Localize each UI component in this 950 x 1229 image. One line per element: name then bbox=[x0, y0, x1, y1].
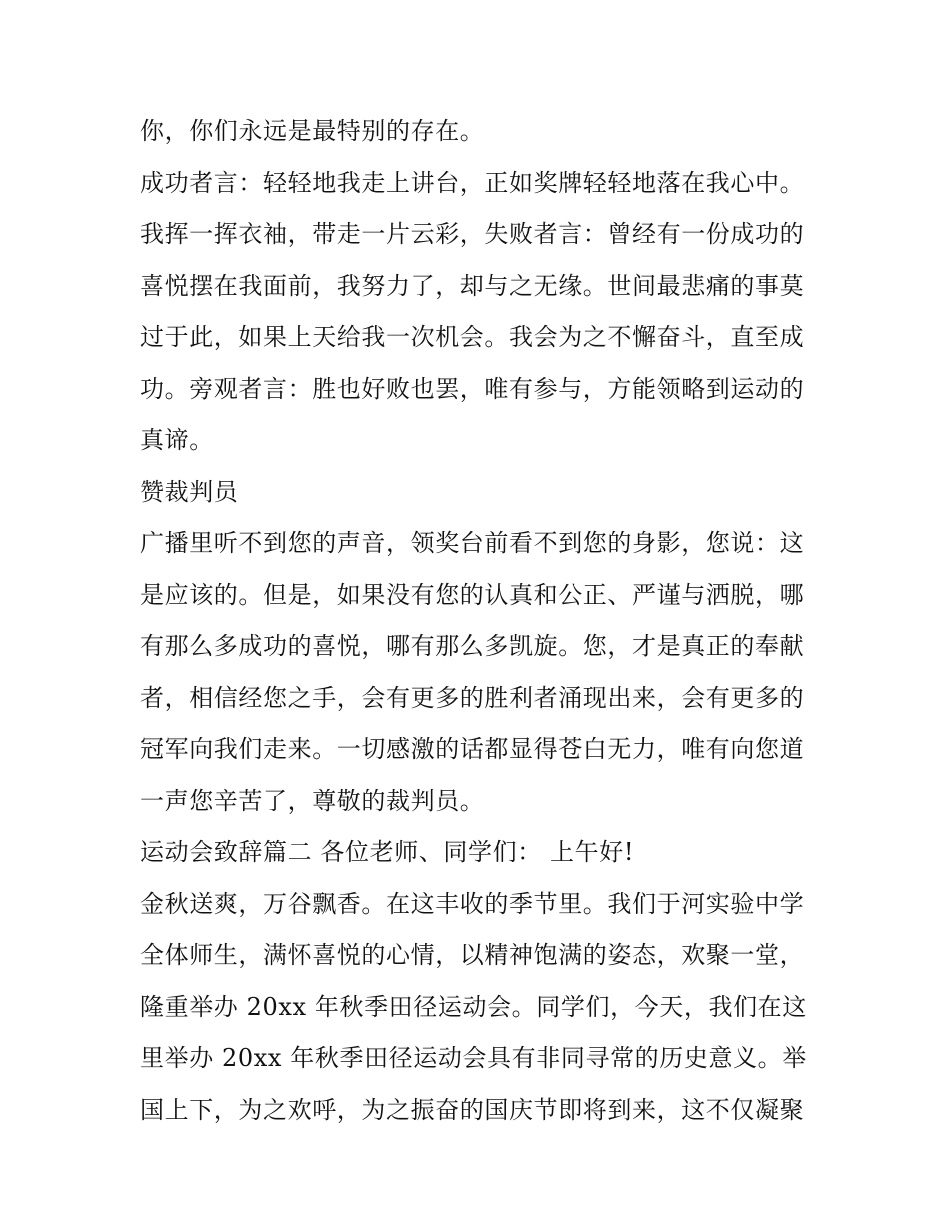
text-line-5: 过于此，如果上天给我一次机会。我会为之不懈奋斗，直至成 bbox=[140, 323, 805, 351]
text-line-12: 者，相信经您之手，会有更多的胜利者涌现出来，会有更多的 bbox=[140, 683, 805, 712]
text-line-14: 一声您辛苦了，尊敬的裁判员。 bbox=[140, 786, 485, 815]
text-line-20: 国上下，为之欢呼，为之振奋的国庆节即将到来，这不仅凝聚 bbox=[140, 1095, 805, 1124]
text-line-18: 隆重举办 20xx 年秋季田径运动会。同学们，今天，我们在这 bbox=[140, 992, 807, 1021]
text-line-2: 成功者言：轻轻地我走上讲台，正如奖牌轻轻地落在我心中。 bbox=[140, 168, 805, 197]
text-line-9: 广播里听不到您的声音，领奖台前看不到您的身影，您说：这 bbox=[140, 529, 805, 557]
text-line-3: 我挥一挥衣袖，带走一片云彩，失败者言：曾经有一份成功的 bbox=[140, 220, 805, 248]
text-line-6: 功。旁观者言：胜也好败也罢，唯有参与，方能领略到运动的 bbox=[140, 374, 805, 403]
document-body bbox=[140, 106, 830, 1136]
text-line-13: 冠军向我们走来。一切感激的话都显得苍白无力，唯有向您道 bbox=[140, 735, 805, 763]
text-line-7: 真谛。 bbox=[140, 426, 214, 454]
section-heading-referee: 赞裁判员 bbox=[140, 477, 239, 506]
text-line-10: 是应该的。但是，如果没有您的认真和公正、严谨与洒脱，哪 bbox=[140, 580, 805, 609]
section-heading-speech-two: 运动会致辞篇二 各位老师、同学们： 上午好! bbox=[140, 838, 635, 866]
text-line-1: 你，你们永远是最特别的存在。 bbox=[140, 117, 485, 145]
text-line-4: 喜悦摆在我面前，我努力了，却与之无缘。世间最悲痛的事莫 bbox=[140, 271, 805, 300]
text-line-11: 有那么多成功的喜悦，哪有那么多凯旋。您，才是真正的奉献 bbox=[140, 632, 805, 660]
text-line-16: 金秋送爽，万谷飘香。在这丰收的季节里。我们于河实验中学 bbox=[140, 889, 805, 918]
text-line-17: 全体师生，满怀喜悦的心情，以精神饱满的姿态，欢聚一堂， bbox=[140, 941, 805, 969]
text-line-19: 里举办 20xx 年秋季田径运动会具有非同寻常的历史意义。举 bbox=[140, 1044, 807, 1072]
